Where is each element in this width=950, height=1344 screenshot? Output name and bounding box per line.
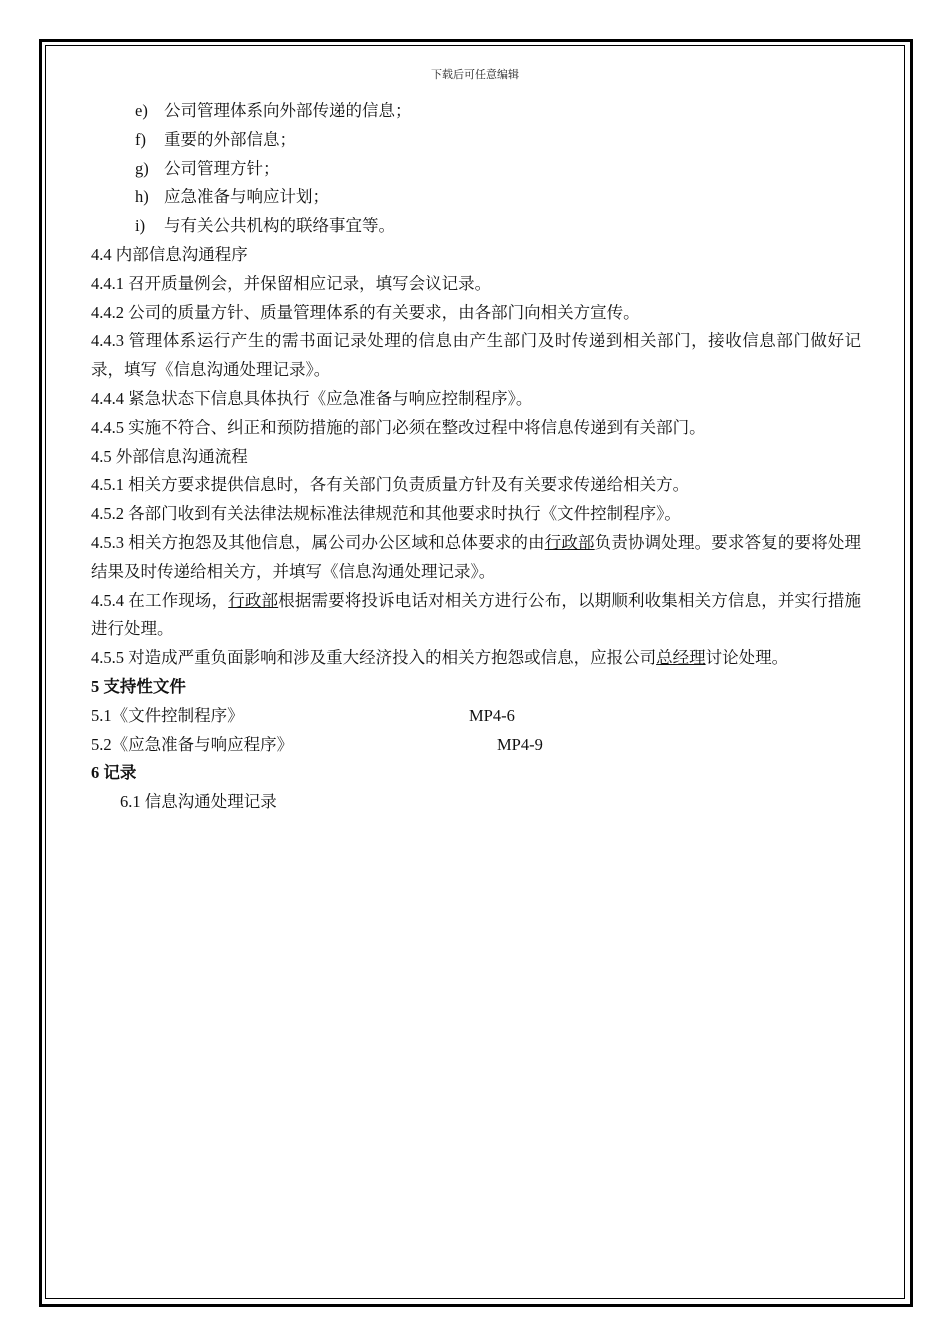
list-marker: f) — [135, 129, 146, 149]
text-run: 4.5.4 在工作现场， — [91, 590, 229, 610]
paragraph-4-5-3 — [91, 529, 861, 587]
list-item — [91, 212, 861, 241]
list-marker: e) — [135, 101, 148, 120]
record-item: 6.1 信息沟通处理记录 — [120, 792, 277, 812]
paragraph-4-4-1: 4.4.1 召开质量例会，并保留相应记录，填写会议记录。 — [91, 273, 492, 293]
underlined-dept: 行政部 — [228, 590, 279, 610]
list-item — [91, 97, 861, 126]
paragraph-4-5-5 — [91, 644, 861, 673]
text-run: 4.5.5 对造成严重负面影响和涉及重大经济投入的相关方抱怨或信息，应报公司 — [91, 648, 657, 668]
underlined-role: 总经理 — [656, 648, 706, 668]
paragraph-4-5-2: 4.5.2 各部门收到有关法律法规标准法律规范和其他要求时执行《文件控制程序》。 — [91, 504, 681, 524]
list-item — [91, 155, 861, 184]
list-text: 应急准备与响应计划； — [164, 187, 329, 207]
support-doc-row — [91, 702, 861, 731]
text-run: 4.5.3 相关方抱怨及其他信息，属公司办公区域和总体要求的由 — [91, 532, 545, 552]
paragraph-4-4-4: 4.4.4 紧急状态下信息具体执行《应急准备与响应控制程序》。 — [91, 388, 533, 408]
list-item — [91, 126, 861, 155]
paragraph-4-4-3: 4.4.3 管理体系运行产生的需书面记录处理的信息由产生部门及时传递到相关部门，接收信息部门做好记录，填写《信息沟通处理记录》。 — [91, 331, 861, 380]
text-run: 根据需要将投诉电话对相关方进行公布，以期顺利收集相关方信息，并实行措施进行处理。 — [91, 590, 861, 639]
document-body — [91, 97, 861, 817]
text-run: 负责协调处理。要求答复的要将处理结果及时传递给相关方，并填写《信息沟通处理记录》。 — [91, 532, 861, 581]
paragraph-4-5-4 — [91, 587, 861, 645]
section-4-4-title: 4.4 内部信息沟通程序 — [91, 244, 248, 264]
paragraph-4-5-1: 4.5.1 相关方要求提供信息时，各有关部门负责质量方针及有关要求传递给相关方。 — [91, 475, 690, 495]
support-doc-code: MP4-6 — [469, 705, 515, 725]
list-marker: i) — [135, 216, 146, 236]
support-doc-row — [91, 731, 861, 760]
list-text: 重要的外部信息； — [164, 129, 296, 149]
support-doc-name: 5.2《应急准备与响应程序》 — [91, 734, 294, 754]
paragraph-4-4-5: 4.4.5 实施不符合、纠正和预防措施的部门必须在整改过程中将信息传递到有关部门。 — [91, 417, 706, 437]
list-marker: g) — [135, 158, 149, 178]
support-doc-code: MP4-9 — [497, 734, 543, 754]
support-doc-name: 5.1《文件控制程序》 — [91, 705, 244, 725]
text-run: 讨论处理。 — [705, 648, 789, 668]
list-text: 与有关公共机构的联络事宜等。 — [164, 216, 395, 236]
section-6-title: 6 记录 — [91, 763, 137, 783]
underlined-dept: 行政部 — [544, 532, 595, 552]
paragraph-4-4-2: 4.4.2 公司的质量方针、质量管理体系的有关要求，由各部门向相关方宣传。 — [91, 302, 640, 322]
list-marker: h) — [135, 187, 149, 207]
list-item — [91, 183, 861, 212]
header-note: 下载后可任意编辑 — [431, 69, 519, 81]
list-text: 公司管理体系向外部传递的信息； — [164, 101, 412, 120]
list-text: 公司管理方针； — [164, 158, 280, 178]
section-5-title: 5 支持性文件 — [91, 676, 186, 696]
section-4-5-title: 4.5 外部信息沟通流程 — [91, 446, 248, 466]
